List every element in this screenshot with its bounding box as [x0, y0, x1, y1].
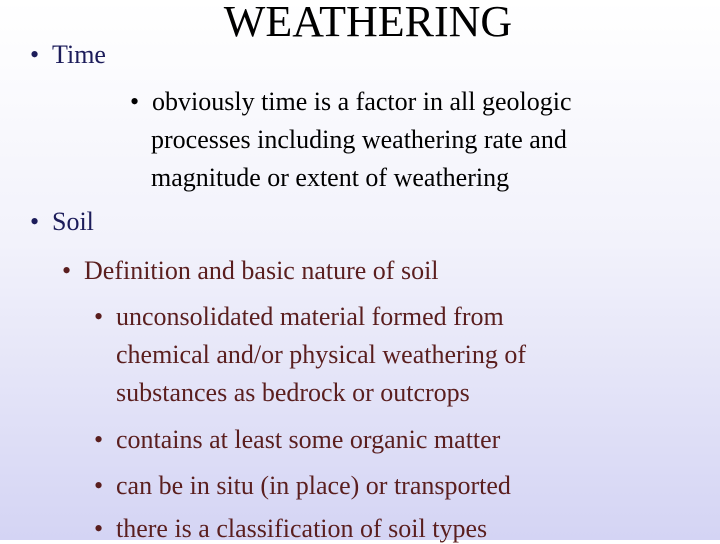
soil-point-1 [94, 302, 504, 332]
time-sub-line-1: obviously time is a factor in all geologic [152, 87, 572, 116]
time-sub-line-3: magnitude or extent of weathering [151, 163, 510, 192]
soil-definition-text: Definition and basic nature of soil [84, 256, 439, 285]
time-sub-line-2: processes including weathering rate and [151, 125, 567, 154]
bullet-time [30, 40, 106, 70]
time-subpoint [130, 87, 572, 117]
bullet-marker: • [94, 514, 104, 543]
bullet-soil [30, 207, 94, 237]
soil-point-1-text: unconsolidated material formed from [116, 302, 504, 331]
soil-heading: Soil [52, 207, 94, 236]
soil-point-1-line-3: substances as bedrock or outcrops [116, 378, 470, 407]
soil-point-3-text: can be in situ (in place) or transported [116, 471, 511, 500]
bullet-marker: • [130, 87, 140, 116]
time-heading: Time [52, 40, 106, 69]
bullet-marker: • [30, 207, 40, 236]
soil-point-2-text: contains at least some organic matter [116, 425, 501, 454]
soil-point-3 [94, 471, 511, 501]
soil-point-4-text: there is a classification of soil types [116, 514, 488, 543]
bullet-marker: • [94, 425, 104, 454]
bullet-marker: • [30, 40, 40, 69]
bullet-marker: • [62, 256, 72, 285]
soil-point-2 [94, 425, 500, 455]
slide-title: WEATHERING [223, 0, 513, 46]
soil-definition [62, 256, 439, 286]
bullet-marker: • [94, 302, 104, 331]
soil-point-1-line-2: chemical and/or physical weathering of [116, 340, 527, 369]
bullet-marker: • [94, 471, 104, 500]
